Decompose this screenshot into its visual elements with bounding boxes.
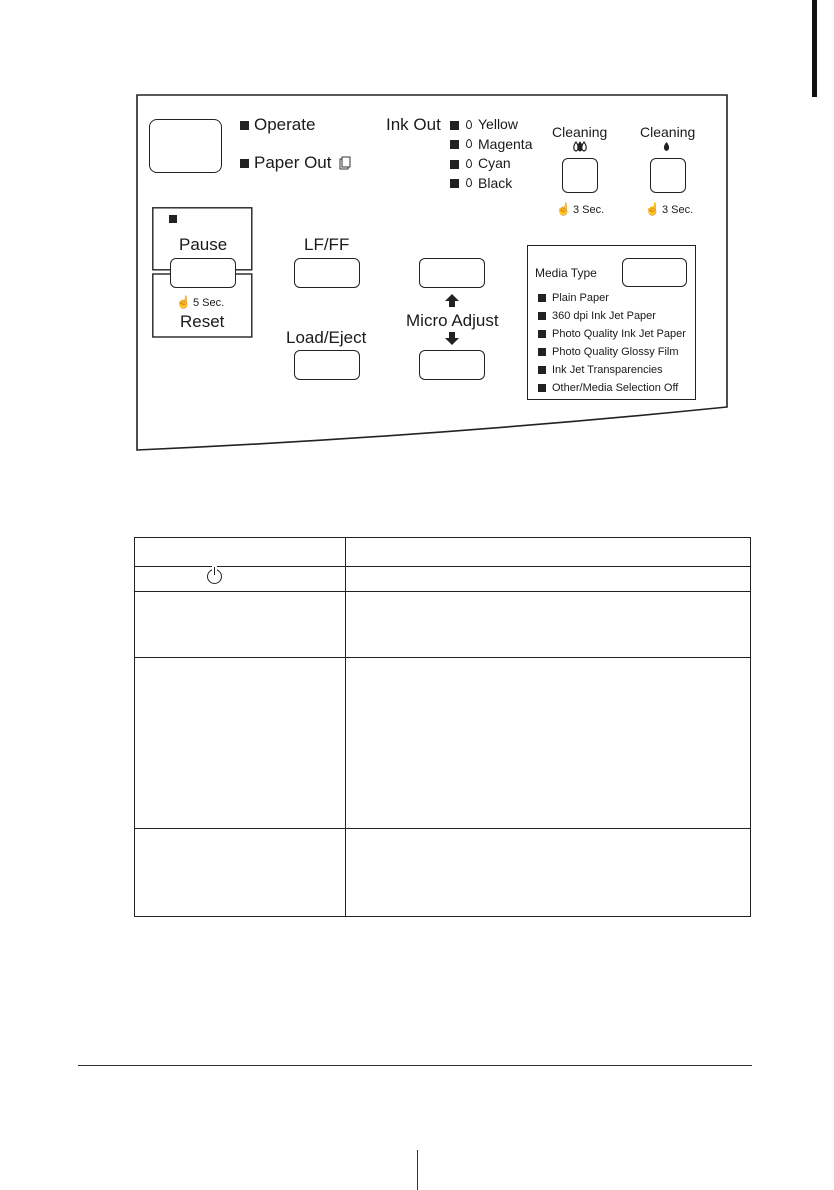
- ink-black: [450, 174, 532, 194]
- paper-out-light: [240, 159, 249, 168]
- media-option-label: 360 dpi Ink Jet Paper: [552, 310, 656, 322]
- reset-hold: [176, 295, 224, 309]
- media-option-label: Photo Quality Glossy Film: [552, 346, 679, 358]
- table-row: [135, 592, 751, 658]
- drop-icon: [466, 139, 472, 148]
- media-option-label: Photo Quality Ink Jet Paper: [552, 328, 686, 340]
- load-eject-label: Load/Eject: [286, 328, 367, 347]
- color-drops-icon: [572, 141, 588, 152]
- media-option-label: Other/Media Selection Off: [552, 382, 679, 394]
- micro-adjust-up-button[interactable]: [419, 258, 485, 288]
- cleaning-color-hold-text: 3 Sec.: [572, 204, 605, 216]
- operate-label: Operate: [254, 115, 316, 134]
- media-option-label: Ink Jet Transparencies: [552, 364, 663, 376]
- micro-adjust-down-button[interactable]: [419, 350, 485, 380]
- paper-out-indicator: [240, 153, 353, 173]
- operate-light: [240, 121, 249, 130]
- media-option: [538, 361, 686, 379]
- table-cell: [346, 592, 751, 658]
- cleaning-black-hold-text: 3 Sec.: [661, 204, 694, 216]
- table-cell: [135, 592, 346, 658]
- page-number-divider: [417, 1150, 418, 1190]
- media-option-label: Plain Paper: [552, 292, 609, 304]
- load-eject-button[interactable]: [294, 350, 360, 380]
- ink-yellow-label: Yellow: [478, 116, 518, 132]
- ink-out-list: [450, 115, 532, 193]
- table-cell: [346, 538, 751, 567]
- arrow-up-icon: [445, 294, 459, 307]
- drop-icon: [466, 178, 472, 187]
- ink-cyan: [450, 154, 532, 174]
- table-cell: [135, 829, 346, 917]
- table-cell: [346, 658, 751, 829]
- table-cell: [346, 829, 751, 917]
- cleaning-black-label: Cleaning: [640, 124, 696, 140]
- ink-yellow: [450, 115, 532, 135]
- reset-label: Reset: [180, 312, 225, 331]
- paper-stack-icon: [339, 156, 353, 170]
- cleaning-color-button[interactable]: [562, 158, 598, 193]
- power-icon: [207, 569, 222, 584]
- finger-press-icon: ☝: [176, 295, 191, 309]
- finger-press-icon: ☝: [556, 202, 571, 216]
- arrow-down-icon: [445, 332, 459, 345]
- table-cell: [135, 538, 346, 567]
- button-function-table: [134, 537, 751, 917]
- table-row: [135, 567, 751, 592]
- ink-out-label: Ink Out: [386, 115, 441, 134]
- table-cell: [135, 567, 346, 592]
- ink-magenta-label: Magenta: [478, 135, 533, 152]
- reset-hold-text: 5 Sec.: [192, 297, 225, 309]
- pause-light: [169, 215, 177, 223]
- table-cell: [135, 658, 346, 829]
- finger-press-icon: ☝: [645, 202, 660, 216]
- media-type-options: [538, 289, 686, 397]
- media-type-label: Media Type: [535, 266, 597, 280]
- footer-rule: [78, 1065, 752, 1066]
- lf-ff-button[interactable]: [294, 258, 360, 288]
- cleaning-color-label: Cleaning: [552, 124, 608, 140]
- table-row: [135, 658, 751, 829]
- black-drop-icon: [662, 141, 671, 152]
- table-row: [135, 829, 751, 917]
- drop-icon: [466, 120, 472, 129]
- paper-out-label: Paper Out: [254, 153, 332, 172]
- table-header-row: [135, 538, 751, 567]
- media-type-button[interactable]: [622, 258, 687, 287]
- ink-magenta: [450, 135, 532, 155]
- ink-cyan-label: Cyan: [478, 155, 511, 171]
- power-button[interactable]: [149, 119, 222, 173]
- pause-label: Pause: [179, 235, 228, 254]
- pause-reset-button[interactable]: [170, 258, 236, 288]
- cleaning-black-hold: [645, 202, 693, 216]
- drop-icon: [466, 159, 472, 168]
- media-option: [538, 325, 686, 343]
- cleaning-color-hold: [556, 202, 604, 216]
- operate-indicator: [240, 115, 315, 135]
- micro-adjust-label: Micro Adjust: [406, 311, 499, 330]
- media-option: [538, 307, 686, 325]
- media-option: [538, 289, 686, 307]
- lf-ff-label: LF/FF: [304, 235, 350, 254]
- ink-black-label: Black: [478, 174, 513, 191]
- media-option: [538, 379, 686, 397]
- media-option: [538, 343, 686, 361]
- cleaning-black-button[interactable]: [650, 158, 686, 193]
- table-cell: [346, 567, 751, 592]
